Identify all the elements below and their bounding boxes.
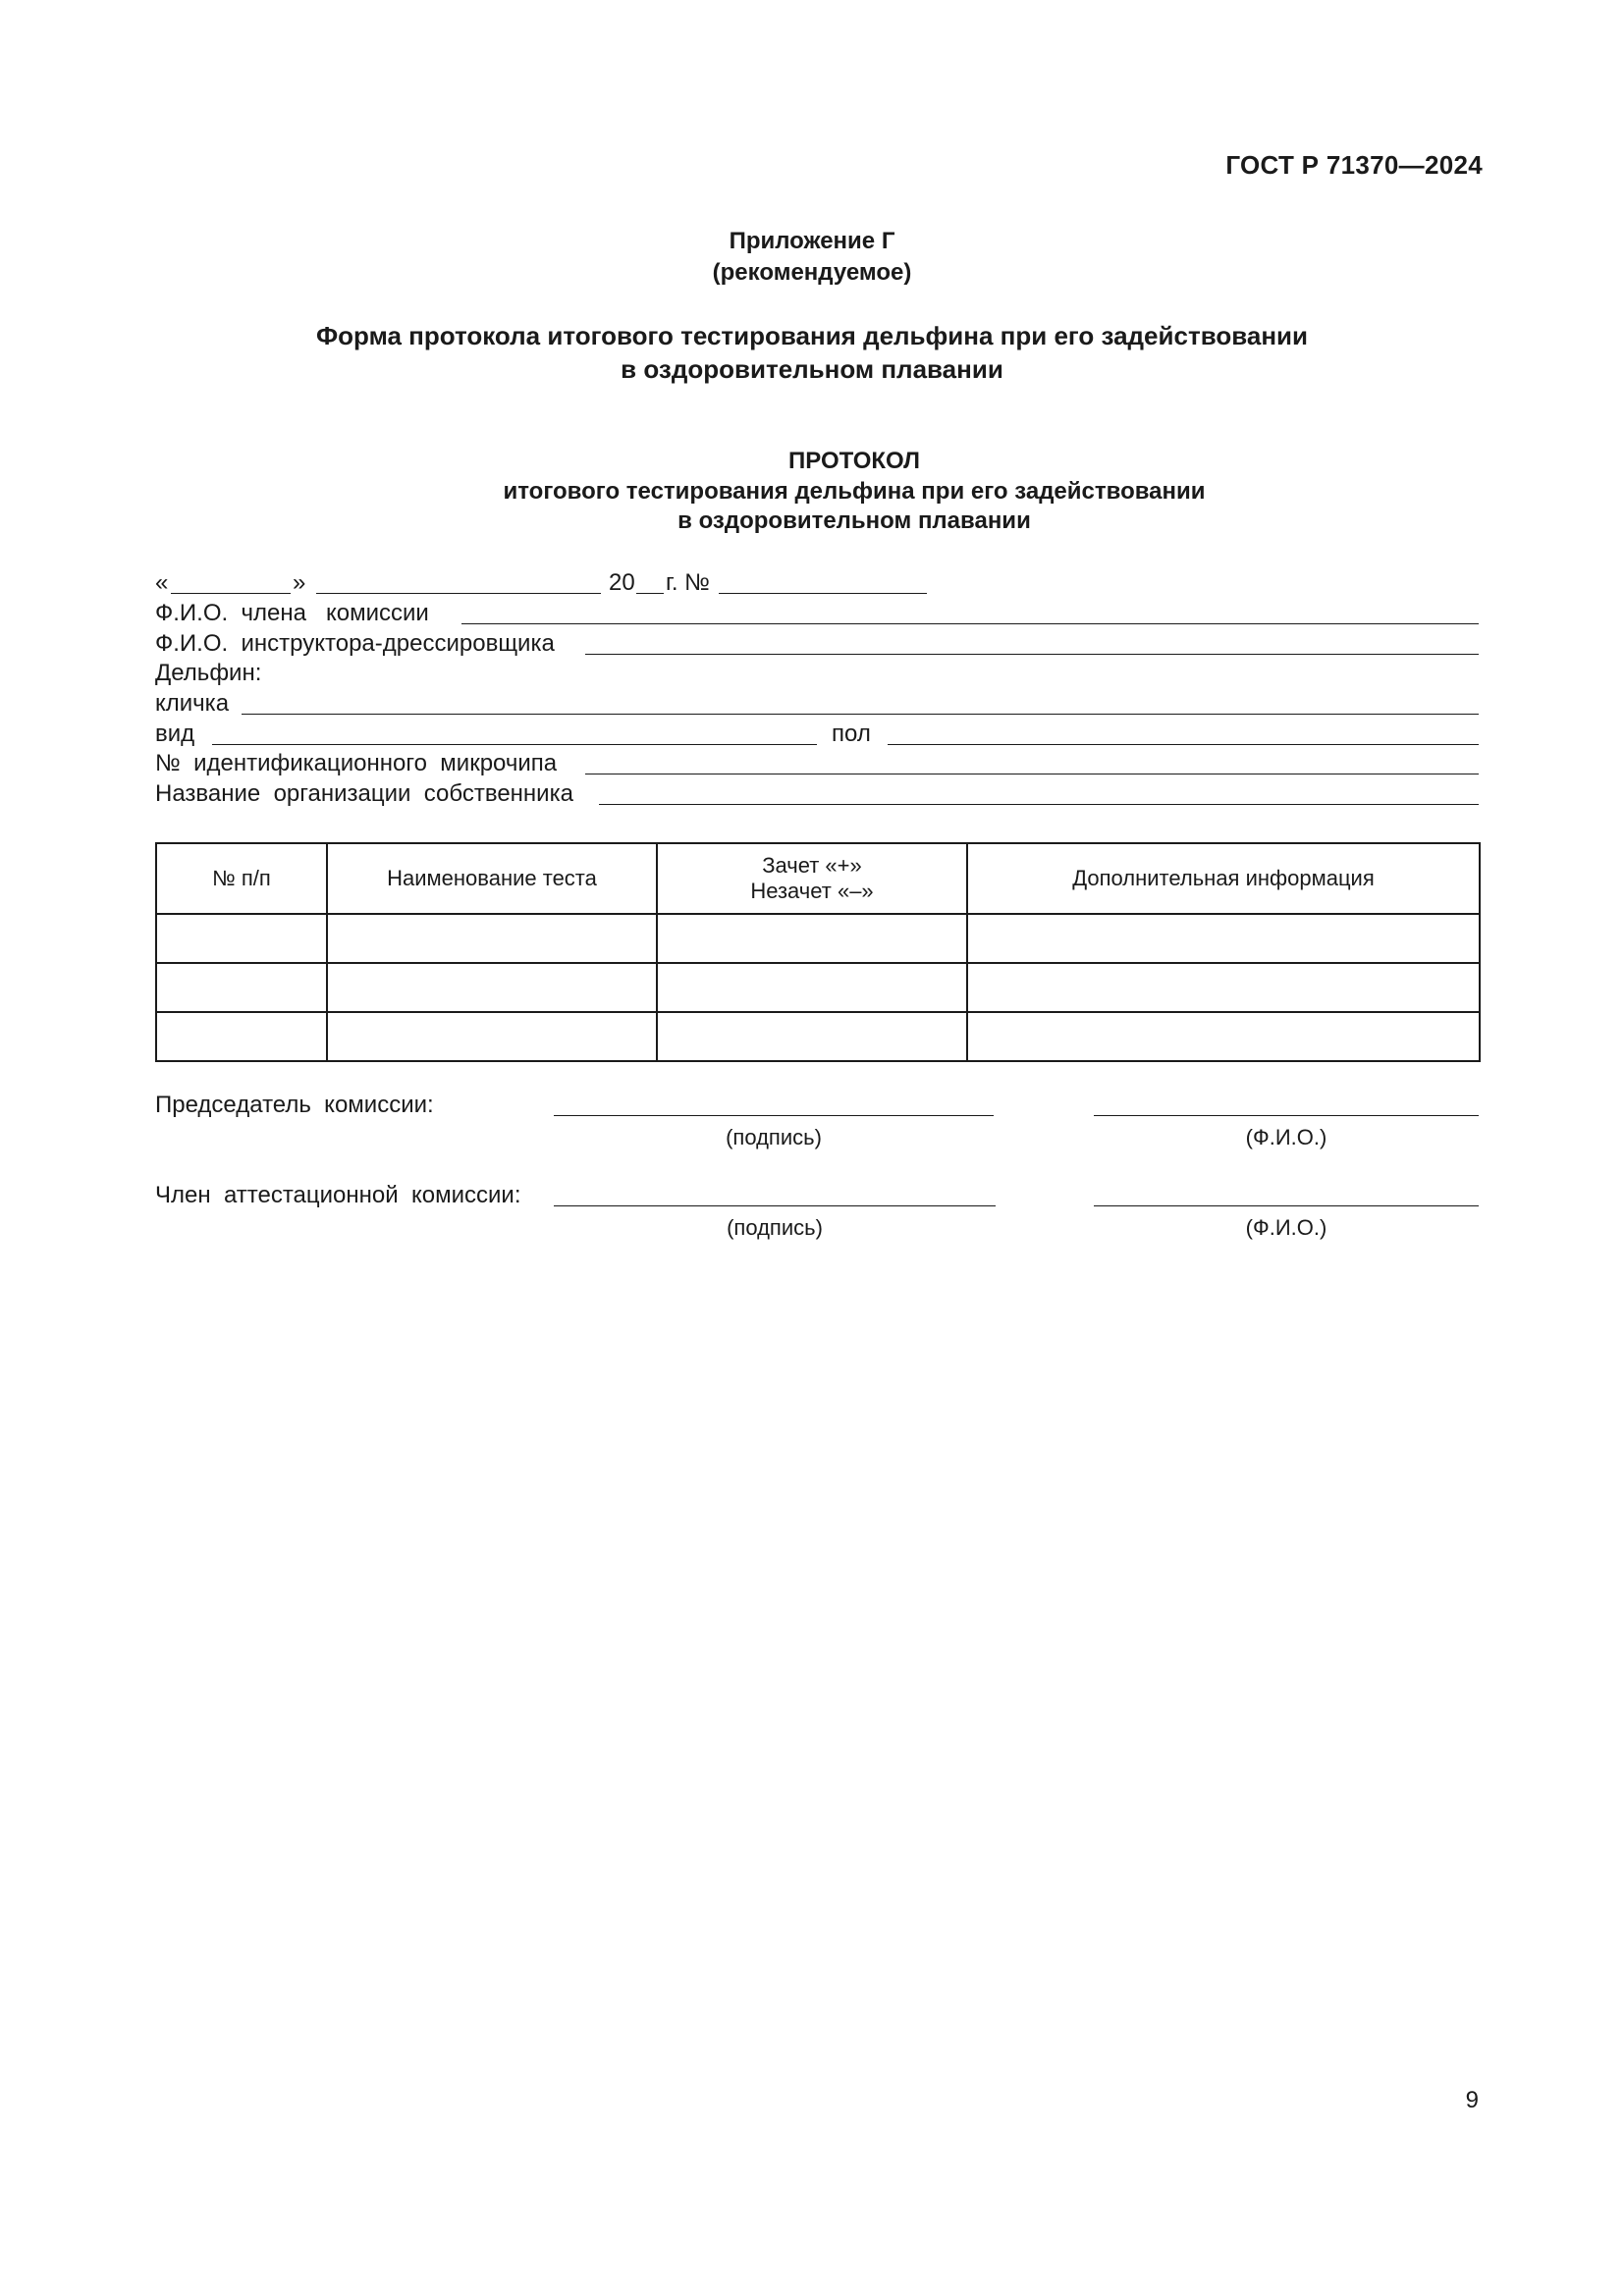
table-cell[interactable]: [156, 963, 327, 1012]
protocol-line1: итогового тестирования дельфина при его задействовании: [503, 478, 1206, 505]
owner-org-label: Название организации собственника: [155, 780, 573, 807]
form-title-line1: Форма протокола итогового тестирования дельфина при его задействовании: [315, 321, 1308, 350]
header-pass-fail: [657, 843, 967, 914]
owner-org-field[interactable]: [599, 804, 1479, 805]
appendix-status: (рекомендуемое): [712, 259, 912, 286]
table-row: [156, 914, 1480, 963]
table-cell[interactable]: [327, 914, 657, 963]
trainer-label: Ф.И.О. инструктора-дрессировщика: [155, 630, 555, 657]
member-label: Член аттестационной комиссии:: [155, 1182, 521, 1208]
chairman-signature-caption: (подпись): [726, 1125, 822, 1149]
table-cell[interactable]: [967, 963, 1480, 1012]
table-cell[interactable]: [657, 1012, 967, 1061]
table-row: [156, 1012, 1480, 1061]
nickname-field[interactable]: [242, 714, 1479, 715]
commission-member-field[interactable]: [461, 623, 1479, 624]
table-cell[interactable]: [657, 963, 967, 1012]
header-fail: Незачет «–»: [750, 879, 874, 903]
standard-number: ГОСТ Р 71370—2024: [1225, 150, 1483, 180]
table-cell[interactable]: [657, 914, 967, 963]
nickname-label: кличка: [155, 690, 230, 717]
header-test-name: Наименование теста: [327, 843, 657, 914]
member-name-caption: (Ф.И.О.): [1245, 1215, 1327, 1240]
table-cell[interactable]: [156, 1012, 327, 1061]
header-additional-info: Дополнительная информация: [967, 843, 1480, 914]
header-pass: Зачет «+»: [762, 853, 862, 878]
protocol-number-field[interactable]: [719, 593, 927, 594]
sex-field[interactable]: [888, 744, 1479, 745]
table-cell[interactable]: [967, 1012, 1480, 1061]
chairman-name-field[interactable]: [1094, 1115, 1479, 1116]
table-row: [156, 963, 1480, 1012]
year-field[interactable]: [636, 593, 664, 594]
member-signature-field[interactable]: [554, 1205, 996, 1206]
date-open-quote: «: [155, 569, 169, 596]
chairman-name-caption: (Ф.И.О.): [1245, 1125, 1327, 1149]
chairman-signature-field[interactable]: [554, 1115, 994, 1116]
test-results-table: [155, 842, 1481, 1062]
date-month-field[interactable]: [316, 593, 601, 594]
chairman-label: Председатель комиссии:: [155, 1092, 434, 1118]
protocol-line2: в оздоровительном плавании: [677, 507, 1031, 534]
table-cell[interactable]: [327, 963, 657, 1012]
member-name-field[interactable]: [1094, 1205, 1479, 1206]
header-number: № п/п: [156, 843, 327, 914]
year-prefix: 20: [609, 569, 635, 596]
member-signature-caption: (подпись): [727, 1215, 823, 1240]
year-suffix: г. №: [666, 569, 710, 596]
date-close-quote: »: [293, 569, 306, 596]
table-header-row: [156, 843, 1480, 914]
appendix-title: Приложение Г: [729, 228, 895, 254]
species-field[interactable]: [212, 744, 817, 745]
sex-label: пол: [832, 721, 871, 747]
commission-member-label: Ф.И.О. члена комиссии: [155, 600, 429, 626]
trainer-field[interactable]: [585, 654, 1479, 655]
date-day-field[interactable]: [171, 593, 291, 594]
table-cell[interactable]: [156, 914, 327, 963]
protocol-title: ПРОТОКОЛ: [788, 448, 920, 474]
dolphin-label: Дельфин:: [155, 660, 262, 686]
page-number: 9: [1465, 2087, 1479, 2113]
microchip-label: № идентификационного микрочипа: [155, 750, 558, 776]
table-cell[interactable]: [327, 1012, 657, 1061]
table-cell[interactable]: [967, 914, 1480, 963]
species-label: вид: [155, 721, 195, 747]
form-title-line2: в оздоровительном плавании: [621, 354, 1003, 384]
